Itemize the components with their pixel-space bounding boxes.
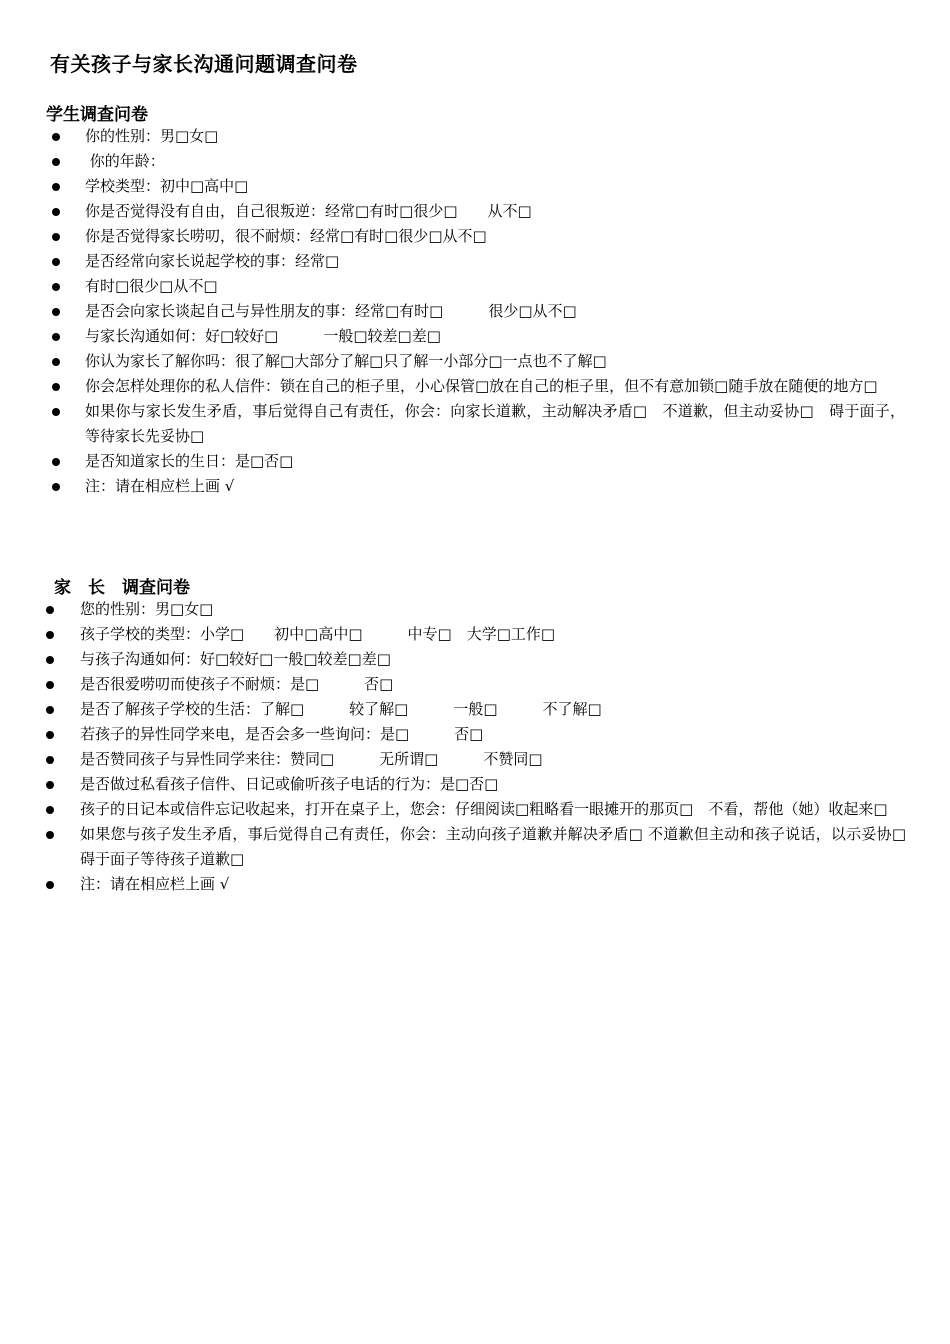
question-text: 是否了解孩子学校的生活：了解□ 较了解□ 一般□ 不了解□	[80, 700, 602, 718]
parent-question-item	[44, 797, 906, 822]
bullet-icon	[52, 183, 60, 191]
question-text: 如果您与孩子发生矛盾，事后觉得自己有责任，你会：主动向孩子道歉并解决矛盾□ 不道歉但主动和孩子说话，以示妥协□碍于面子等待孩子道歉□	[80, 825, 906, 868]
question-text: 是否赞同孩子与异性同学来往：赞同□ 无所谓□ 不赞同□	[80, 750, 543, 768]
bullet-icon	[46, 756, 54, 764]
parent-question-item	[44, 822, 906, 872]
bullet-icon	[52, 408, 60, 416]
bullet-icon	[46, 606, 54, 614]
question-text: 与孩子沟通如何：好□较好□一般□较差□差□	[80, 650, 391, 668]
question-text: 你认为家长了解你吗：很了解□大部分了解□只了解一小部分□一点也不了解□	[85, 352, 607, 370]
student-question-item	[48, 199, 905, 224]
question-text: 您的性别：男□女□	[80, 600, 214, 618]
student-question-list	[48, 124, 905, 499]
bullet-icon	[52, 133, 60, 141]
parent-question-item	[44, 722, 906, 747]
bullet-icon	[52, 208, 60, 216]
question-text: 你是否觉得家长唠叨，很不耐烦：经常□有时□很少□从不□	[85, 227, 487, 245]
parent-question-item	[44, 697, 906, 722]
student-question-item	[48, 224, 905, 249]
bullet-icon	[46, 706, 54, 714]
question-text: 是否做过私看孩子信件、日记或偷听孩子电话的行为：是□否□	[80, 775, 499, 793]
bullet-icon	[52, 483, 60, 491]
bullet-icon	[46, 681, 54, 689]
question-text: 你是否觉得没有自由，自己很叛逆：经常□有时□很少□ 从不□	[85, 202, 532, 220]
parent-question-item	[44, 772, 906, 797]
bullet-icon	[52, 383, 60, 391]
bullet-icon	[46, 731, 54, 739]
student-question-item	[48, 374, 905, 399]
parent-question-item	[44, 597, 906, 622]
bullet-icon	[52, 233, 60, 241]
question-text: 你的年龄：	[85, 152, 165, 170]
bullet-icon	[52, 458, 60, 466]
question-text: 你会怎样处理你的私人信件：锁在自己的柜子里，小心保管□放在自己的柜子里，但不有意加锁□随手放在随便的地方□	[85, 377, 878, 395]
student-question-item	[48, 349, 905, 374]
parent-question-item	[44, 647, 906, 672]
parent-question-item	[44, 672, 906, 697]
parent-question-list	[44, 597, 906, 897]
bullet-icon	[46, 806, 54, 814]
note-text: 注：请在相应栏上画 √	[80, 875, 230, 893]
question-text: 是否很爱唠叨而使孩子不耐烦：是□ 否□	[80, 675, 394, 693]
question-text: 若孩子的异性同学来电，是否会多一些询问：是□ 否□	[80, 725, 484, 743]
question-text: 如果你与家长发生矛盾，事后觉得自己有责任，你会：向家长道歉，主动解决矛盾□ 不道歉，但主动妥协□ 碍于面子，等待家长先妥协□	[85, 402, 905, 445]
student-question-item	[48, 124, 905, 149]
bullet-icon	[46, 631, 54, 639]
student-question-item	[48, 399, 905, 449]
student-note-item	[48, 474, 905, 499]
note-text: 注：请在相应栏上画 √	[85, 477, 235, 495]
question-text: 孩子的日记本或信件忘记收起来，打开在桌子上，您会：仔细阅读□粗略看一眼摊开的那页□ 不看，帮他（她）收起来□	[80, 800, 888, 818]
student-question-item	[48, 274, 905, 299]
parent-survey-heading: 家 长 调查问卷	[54, 578, 190, 598]
student-question-item	[48, 299, 905, 324]
question-text: 是否知道家长的生日：是□否□	[85, 452, 294, 470]
student-question-item	[48, 149, 905, 174]
student-question-item	[48, 174, 905, 199]
bullet-icon	[52, 283, 60, 291]
bullet-icon	[46, 831, 54, 839]
question-text: 有时□很少□从不□	[85, 277, 218, 295]
student-question-item	[48, 449, 905, 474]
question-text: 是否经常向家长说起学校的事：经常□	[85, 252, 340, 270]
bullet-icon	[52, 258, 60, 266]
student-question-item	[48, 249, 905, 274]
document-title: 有关孩子与家长沟通问题调查问卷	[50, 52, 358, 76]
question-text: 与家长沟通如何：好□较好□ 一般□较差□差□	[85, 327, 441, 345]
question-text: 孩子学校的类型：小学□ 初中□高中□ 中专□ 大学□工作□	[80, 625, 556, 643]
student-survey-heading: 学生调查问卷	[46, 105, 148, 125]
bullet-icon	[46, 656, 54, 664]
bullet-icon	[52, 358, 60, 366]
parent-note-item	[44, 872, 906, 897]
bullet-icon	[52, 308, 60, 316]
parent-question-item	[44, 747, 906, 772]
bullet-icon	[52, 158, 60, 166]
question-text: 学校类型：初中□高中□	[85, 177, 249, 195]
question-text: 是否会向家长谈起自己与异性朋友的事：经常□有时□ 很少□从不□	[85, 302, 577, 320]
bullet-icon	[46, 881, 54, 889]
question-text: 你的性别：男□女□	[85, 127, 219, 145]
parent-question-item	[44, 622, 906, 647]
bullet-icon	[52, 333, 60, 341]
student-question-item	[48, 324, 905, 349]
bullet-icon	[46, 781, 54, 789]
